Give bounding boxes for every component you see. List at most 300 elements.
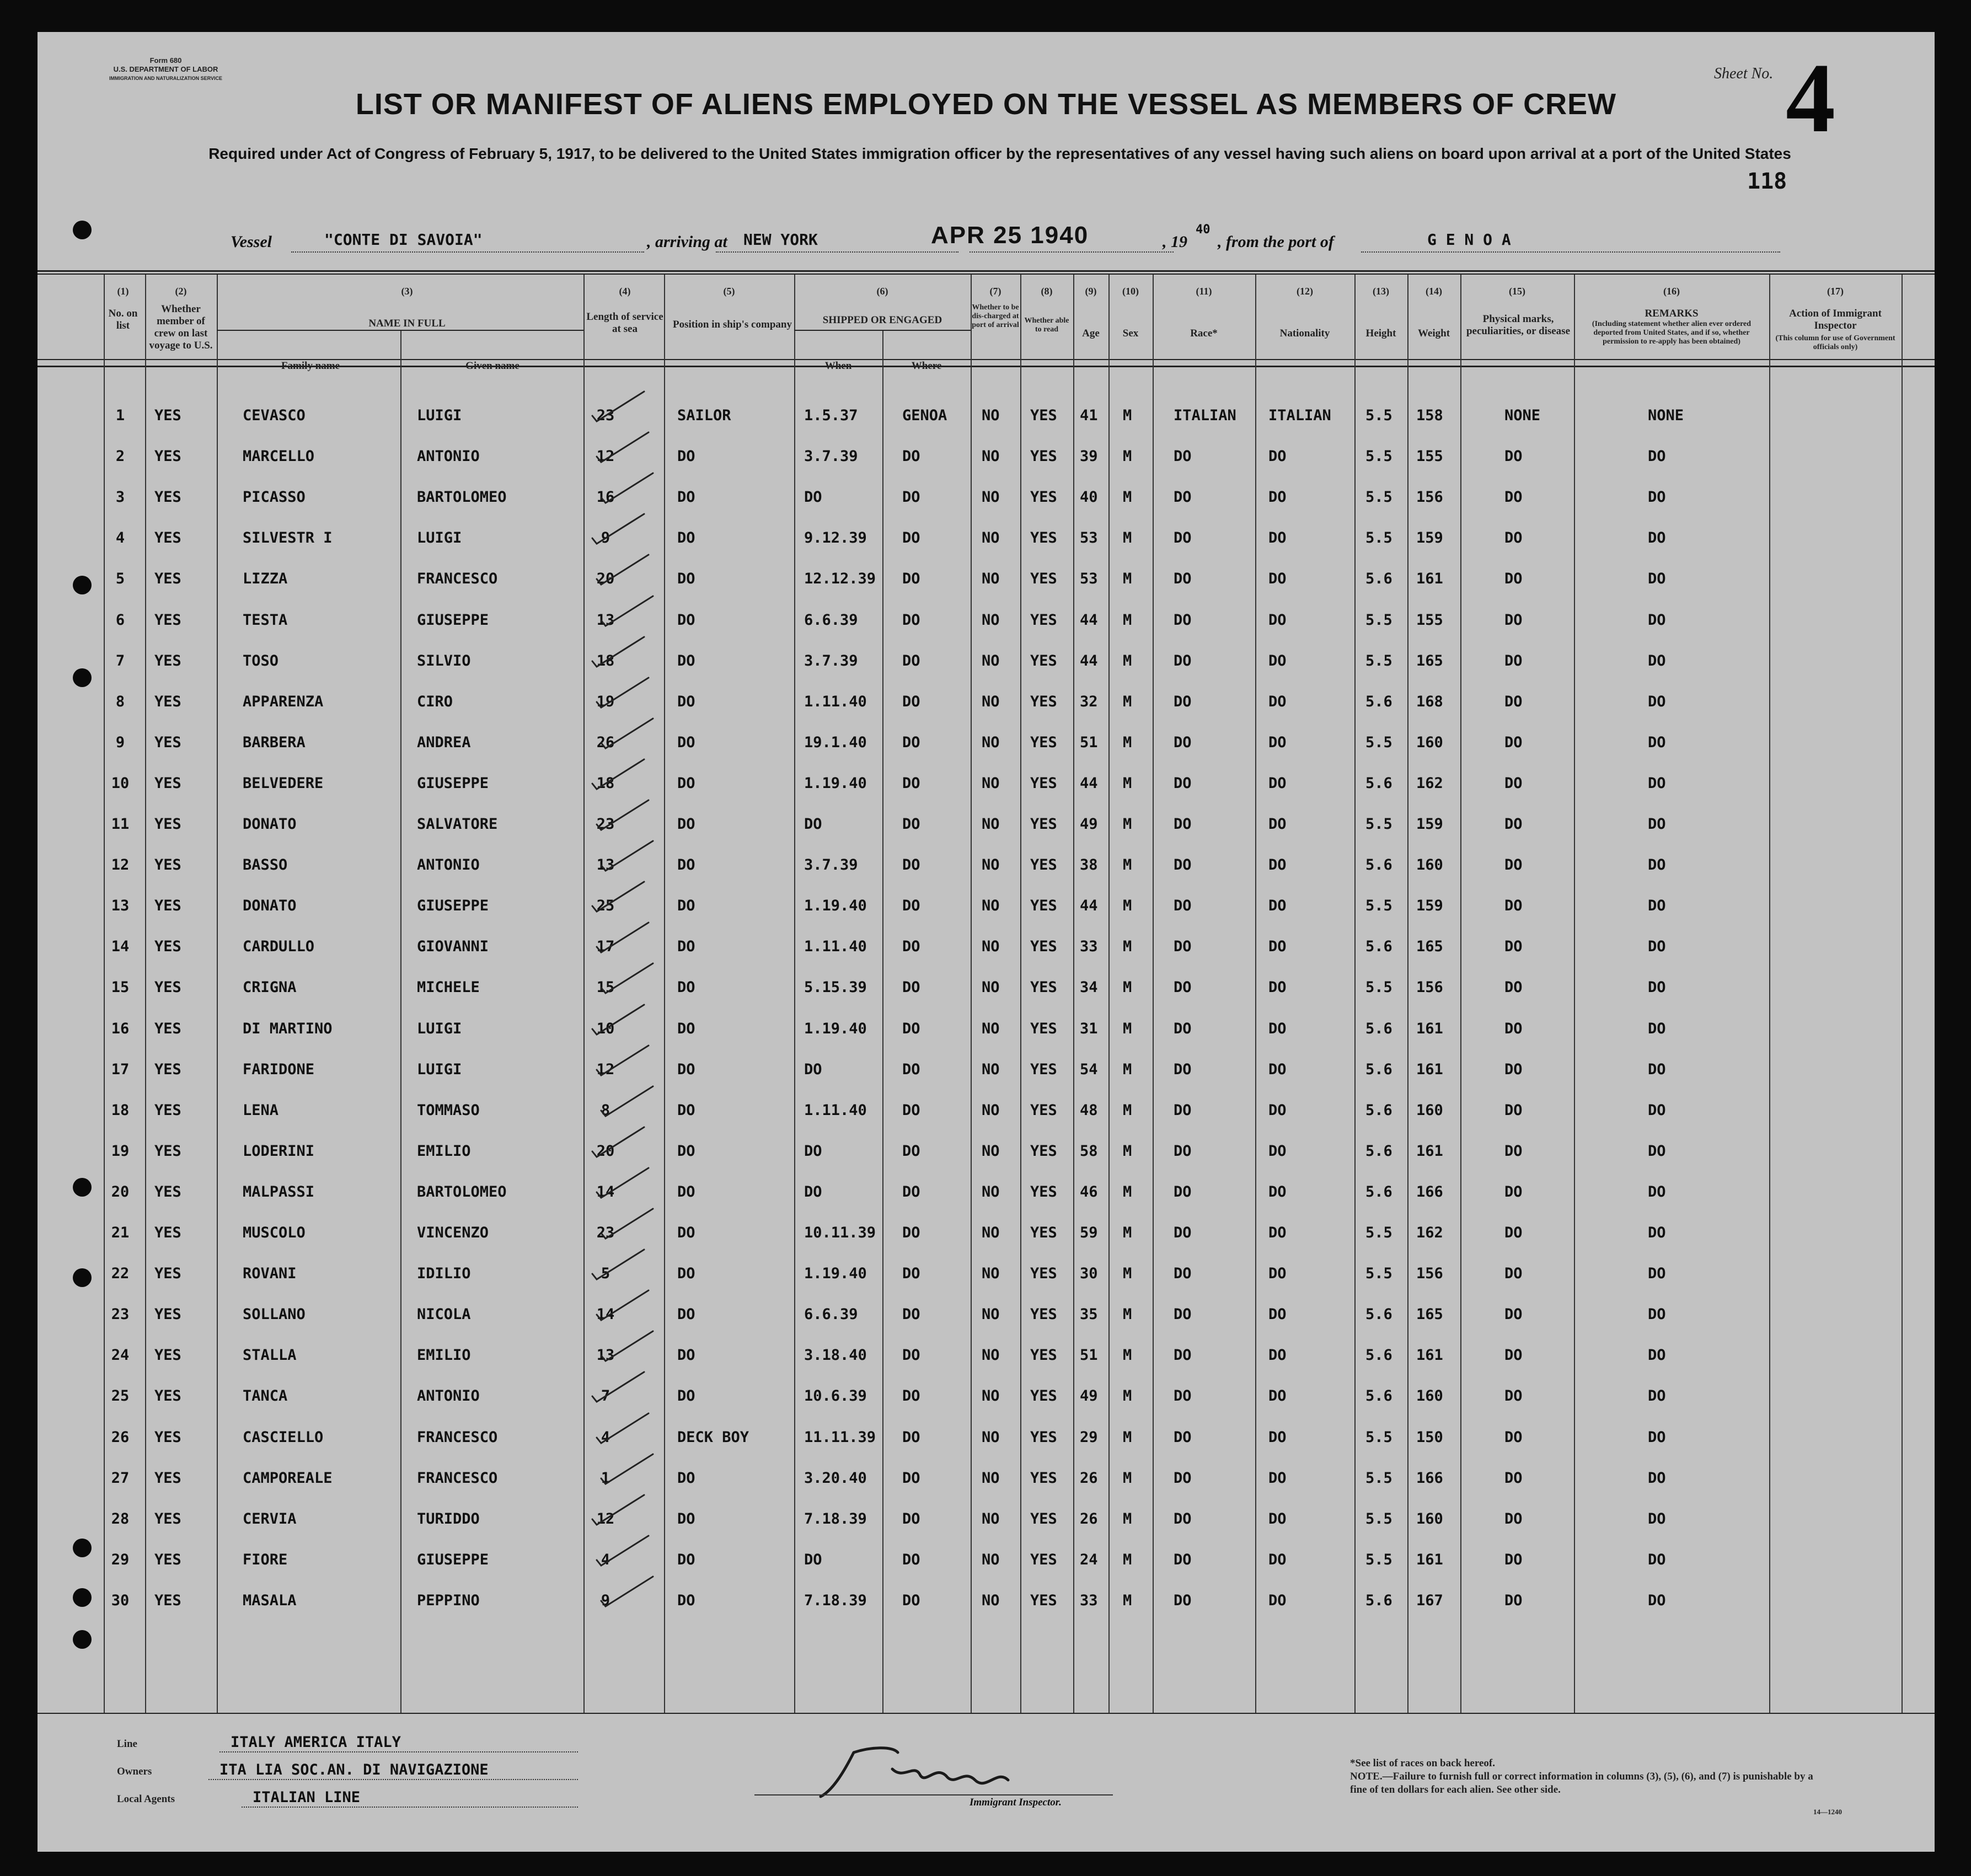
cell-marks: DO [1504,856,1523,873]
cell-no: 21 [111,1224,130,1241]
header-family-name: Family name [281,360,340,372]
cell-weight: 162 [1416,775,1443,792]
cell-no: 23 [111,1306,130,1323]
cell-race: DO [1174,489,1192,506]
inspector-signature-line [754,1794,1113,1795]
cell-where: DO [902,529,920,546]
column-rule [1153,275,1154,1713]
cell-nationality: DO [1268,1387,1287,1405]
cell-height: 5.5 [1365,979,1392,996]
cell-service: 23 [596,407,615,424]
cell-age: 33 [1080,938,1098,955]
cell-remarks: DO [1648,529,1666,546]
cell-prev: YES [154,1306,181,1323]
cell-family: MUSCOLO [243,1224,306,1241]
cell-where: DO [902,1306,920,1323]
penalty-note: NOTE.—Failure to furnish full or correct information in columns (3), (5), (6), and (7) is punishable by a fine of ten dollars for each alien. See other side. [1350,1771,1813,1795]
cell-marks: DO [1504,1020,1523,1037]
col-num-11: (11) [1196,286,1212,297]
cell-where: DO [902,1592,920,1609]
cell-read: YES [1030,1387,1057,1405]
cell-discharged: NO [982,1306,1000,1323]
cell-height: 5.5 [1365,816,1392,833]
cell-where: DO [902,734,920,751]
cell-service: 13 [596,612,615,629]
cell-weight: 155 [1416,448,1443,465]
cell-sex: M [1123,612,1132,629]
cell-where: DO [902,570,920,587]
cell-read: YES [1030,897,1057,914]
cell-nationality: DO [1268,1347,1287,1364]
cell-family: BASSO [243,856,288,873]
cell-sex: M [1123,1224,1132,1241]
cell-remarks: DO [1648,1592,1666,1609]
header-age: Age [1082,328,1100,339]
cell-given: NICOLA [417,1306,471,1323]
cell-remarks: DO [1648,1470,1666,1487]
cell-race: DO [1174,1387,1192,1405]
cell-discharged: NO [982,693,1000,710]
line-label: Line [117,1738,137,1750]
check-mark-icon [589,387,650,426]
binder-hole [73,576,92,594]
cell-marks: DO [1504,529,1523,546]
cell-discharged: NO [982,816,1000,833]
cell-nationality: DO [1268,734,1287,751]
column-rule [1460,275,1461,1713]
cell-where: GENOA [902,407,947,424]
header-inspector-sub: (This column for use of Government officials only) [1775,334,1895,351]
cell-when: DO [804,816,822,833]
cell-where: DO [902,1387,920,1405]
header-top-rule-2 [38,274,1935,275]
cell-service: 8 [601,1102,610,1119]
cell-marks: DO [1504,1347,1523,1364]
cell-family: LODERINI [243,1143,315,1160]
cell-sex: M [1123,1470,1132,1487]
cell-weight: 156 [1416,979,1443,996]
cell-when: DO [804,1061,822,1078]
cell-height: 5.6 [1365,570,1392,587]
cell-marks: DO [1504,1183,1523,1200]
check-mark-icon [593,1041,654,1080]
cell-when: 1.19.40 [804,1265,867,1282]
cell-weight: 161 [1416,1347,1443,1364]
check-mark-icon [589,633,650,671]
cell-remarks: DO [1648,979,1666,996]
cell-nationality: DO [1268,1061,1287,1078]
cell-when: 5.15.39 [804,979,867,996]
cell-sex: M [1123,816,1132,833]
cell-height: 5.5 [1365,1551,1392,1568]
cell-when: 1.19.40 [804,775,867,792]
cell-height: 5.5 [1365,1224,1392,1241]
cell-service: 16 [596,489,615,506]
cell-prev: YES [154,1551,181,1568]
cell-read: YES [1030,1510,1057,1527]
cell-given: TURIDDO [417,1510,480,1527]
cell-family: PICASSO [243,489,306,506]
cell-nationality: DO [1268,775,1287,792]
cell-weight: 156 [1416,489,1443,506]
header-no-on-list: No. on list [108,308,138,331]
cell-read: YES [1030,529,1057,546]
page-title: LIST OR MANIFEST OF ALIENS EMPLOYED ON THE VESSEL AS MEMBERS OF CREW [355,88,1617,121]
cell-nationality: DO [1268,816,1287,833]
cell-age: 44 [1080,652,1098,669]
header-physical-marks: Physical marks, peculiarities, or disease [1466,313,1571,337]
cell-nationality: DO [1268,938,1287,955]
form-code: 14—1240 [1813,1808,1842,1816]
cell-race: DO [1174,734,1192,751]
cell-remarks: DO [1648,897,1666,914]
cell-when: 6.6.39 [804,1306,858,1323]
cell-weight: 160 [1416,1510,1443,1527]
cell-service: 20 [596,570,615,587]
cell-sex: M [1123,856,1132,873]
vessel-underline [291,251,644,253]
binder-hole [73,1268,92,1287]
cell-no: 22 [111,1265,130,1282]
cell-nationality: DO [1268,1470,1287,1487]
cell-age: 51 [1080,1347,1098,1364]
cell-race: DO [1174,979,1192,996]
cell-race: DO [1174,897,1192,914]
cell-sex: M [1123,1347,1132,1364]
cell-family: STALLA [243,1347,297,1364]
cell-position: DO [677,1224,695,1241]
cell-remarks: DO [1648,1306,1666,1323]
cell-age: 51 [1080,734,1098,751]
cell-age: 49 [1080,816,1098,833]
cell-prev: YES [154,897,181,914]
cell-height: 5.5 [1365,652,1392,669]
cell-weight: 161 [1416,1061,1443,1078]
cell-nationality: DO [1268,1183,1287,1200]
cell-read: YES [1030,1265,1057,1282]
cell-sex: M [1123,734,1132,751]
cell-remarks: NONE [1648,407,1684,424]
cell-age: 38 [1080,856,1098,873]
column-rule [1073,275,1074,1713]
cell-sex: M [1123,1143,1132,1160]
cell-service: 20 [596,1143,615,1160]
cell-prev: YES [154,1020,181,1037]
cell-race: DO [1174,1429,1192,1446]
cell-sex: M [1123,693,1132,710]
cell-race: DO [1174,816,1192,833]
cell-age: 46 [1080,1183,1098,1200]
cell-marks: DO [1504,775,1523,792]
cell-no: 4 [115,529,125,546]
column-rule [1108,275,1110,1713]
cell-nationality: DO [1268,693,1287,710]
cell-position: DO [677,693,695,710]
cell-no: 29 [111,1551,130,1568]
cell-when: DO [804,1143,822,1160]
cell-remarks: DO [1648,1551,1666,1568]
cell-height: 5.5 [1365,489,1392,506]
cell-marks: DO [1504,1470,1523,1487]
cell-where: DO [902,856,920,873]
binder-hole [73,221,92,239]
cell-service: 12 [596,1061,615,1078]
cell-no: 2 [115,448,125,465]
check-mark-icon [593,1164,654,1202]
cell-where: DO [902,612,920,629]
cell-weight: 162 [1416,1224,1443,1241]
cell-nationality: DO [1268,856,1287,873]
cell-remarks: DO [1648,570,1666,587]
cell-remarks: DO [1648,1429,1666,1446]
cell-discharged: NO [982,1265,1000,1282]
cell-when: 1.11.40 [804,938,867,955]
check-mark-icon [598,714,658,753]
cell-where: DO [902,1265,920,1282]
serial-number: 118 [1747,169,1787,194]
vessel-name: "CONTE DI SAVOIA" [324,231,483,249]
cell-when: DO [804,1183,822,1200]
from-port: G E N O A [1427,231,1511,249]
cell-where: DO [902,1510,920,1527]
col-num-6: (6) [876,286,888,297]
cell-nationality: DO [1268,979,1287,996]
cell-prev: YES [154,979,181,996]
cell-height: 5.6 [1365,1183,1392,1200]
check-mark-icon [593,428,654,467]
cell-prev: YES [154,1224,181,1241]
cell-age: 48 [1080,1102,1098,1119]
form-number: Form 680 [149,56,182,65]
cell-family: DONATO [243,816,297,833]
cell-read: YES [1030,938,1057,955]
cell-given: LUIGI [417,529,462,546]
cell-prev: YES [154,1102,181,1119]
check-mark-icon [593,1286,654,1325]
cell-discharged: NO [982,652,1000,669]
cell-weight: 167 [1416,1592,1443,1609]
cell-when: 3.20.40 [804,1470,867,1487]
cell-read: YES [1030,693,1057,710]
cell-marks: DO [1504,570,1523,587]
cell-marks: DO [1504,652,1523,669]
cell-given: BARTOLOMEO [417,489,507,506]
check-mark-icon [589,1000,650,1039]
cell-height: 5.5 [1365,1265,1392,1282]
cell-position: DO [677,979,695,996]
cell-remarks: DO [1648,734,1666,751]
cell-weight: 160 [1416,856,1443,873]
cell-read: YES [1030,1347,1057,1364]
cell-remarks: DO [1648,1183,1666,1200]
cell-weight: 165 [1416,938,1443,955]
cell-read: YES [1030,652,1057,669]
cell-marks: DO [1504,612,1523,629]
cell-when: DO [804,489,822,506]
cell-position: DO [677,489,695,506]
cell-discharged: NO [982,1592,1000,1609]
check-mark-icon [593,1531,654,1570]
cell-prev: YES [154,1429,181,1446]
cell-service: 4 [601,1429,610,1446]
cell-position: DO [677,897,695,914]
cell-given: VINCENZO [417,1224,489,1241]
cell-no: 30 [111,1592,130,1609]
check-mark-icon [598,469,658,507]
cell-service: 14 [596,1183,615,1200]
cell-service: 26 [596,734,615,751]
cell-family: LENA [243,1102,279,1119]
cell-height: 5.6 [1365,775,1392,792]
cell-family: CRIGNA [243,979,297,996]
cell-service: 18 [596,775,615,792]
cell-discharged: NO [982,1347,1000,1364]
cell-weight: 160 [1416,1102,1443,1119]
cell-where: DO [902,979,920,996]
check-mark-icon [598,1327,658,1365]
cell-read: YES [1030,1224,1057,1241]
cell-nationality: DO [1268,897,1287,914]
cell-height: 5.5 [1365,1510,1392,1527]
cell-prev: YES [154,938,181,955]
cell-no: 5 [115,570,125,587]
cell-marks: DO [1504,1510,1523,1527]
cell-race: DO [1174,1592,1192,1609]
cell-race: DO [1174,1347,1192,1364]
cell-weight: 161 [1416,1020,1443,1037]
cell-height: 5.6 [1365,1061,1392,1078]
cell-where: DO [902,1551,920,1568]
cell-age: 32 [1080,693,1098,710]
binder-hole [73,1630,92,1649]
cell-discharged: NO [982,612,1000,629]
cell-weight: 159 [1416,816,1443,833]
cell-when: 19.1.40 [804,734,867,751]
cell-where: DO [902,1470,920,1487]
check-mark-icon [589,1123,650,1161]
cell-remarks: DO [1648,1143,1666,1160]
cell-where: DO [902,489,920,506]
cell-given: ANTONIO [417,448,480,465]
cell-when: 11.11.39 [804,1429,876,1446]
check-mark-icon [598,1082,658,1121]
cell-sex: M [1123,652,1132,669]
cell-given: PEPPINO [417,1592,480,1609]
cell-weight: 168 [1416,693,1443,710]
cell-position: SAILOR [677,407,731,424]
cell-marks: DO [1504,489,1523,506]
cell-race: DO [1174,1061,1192,1078]
cell-marks: DO [1504,693,1523,710]
cell-when: 7.18.39 [804,1510,867,1527]
cell-read: YES [1030,1102,1057,1119]
cell-sex: M [1123,938,1132,955]
cell-where: DO [902,1224,920,1241]
page-subtitle: Required under Act of Congress of February 5, 1917, to be delivered to the United States immigration officer by the representatives of any vessel having such aliens on board upon arrival at a port of the United States [208,145,1791,162]
cell-family: LIZZA [243,570,288,587]
cell-no: 8 [115,693,125,710]
column-rule [882,330,883,1713]
cell-nationality: DO [1268,1551,1287,1568]
cell-height: 5.5 [1365,612,1392,629]
cell-remarks: DO [1648,816,1666,833]
sheet-number: 4 [1786,43,1835,153]
cell-read: YES [1030,1551,1057,1568]
column-rule [104,275,105,1713]
cell-discharged: NO [982,979,1000,996]
cell-discharged: NO [982,407,1000,424]
cell-service: 10 [596,1020,615,1037]
header-prev-voyage: Whether member of crew on last voyage to U.S. [149,303,213,351]
cell-prev: YES [154,1510,181,1527]
cell-race: DO [1174,448,1192,465]
cell-prev: YES [154,1265,181,1282]
cell-remarks: DO [1648,1387,1666,1405]
cell-nationality: DO [1268,1143,1287,1160]
check-mark-icon [598,592,658,630]
cell-age: 53 [1080,529,1098,546]
cell-family: SILVESTR I [243,529,333,546]
cell-read: YES [1030,816,1057,833]
check-mark-icon [589,1245,650,1284]
header-length-of-service: Length of service at sea [586,311,663,335]
col-num-17: (17) [1827,286,1844,297]
cell-age: 26 [1080,1470,1098,1487]
cell-discharged: NO [982,448,1000,465]
cell-read: YES [1030,1020,1057,1037]
cell-marks: DO [1504,1551,1523,1568]
cell-when: DO [804,1551,822,1568]
cell-service: 23 [596,816,615,833]
cell-family: DONATO [243,897,297,914]
arriving-label: , arriving at [647,233,727,251]
cell-family: CARDULLO [243,938,315,955]
cell-prev: YES [154,1143,181,1160]
header-position: Position in ship's company [673,319,792,330]
cell-marks: DO [1504,979,1523,996]
cell-given: EMILIO [417,1143,471,1160]
header-sex: Sex [1122,328,1139,339]
cell-nationality: DO [1268,448,1287,465]
cell-marks: DO [1504,1224,1523,1241]
cell-remarks: DO [1648,1020,1666,1037]
cell-where: DO [902,897,920,914]
year-prefix: , 19 [1163,233,1187,251]
cell-when: 3.7.39 [804,652,858,669]
cell-service: 12 [596,448,615,465]
cell-service: 25 [596,897,615,914]
cell-sex: M [1123,1551,1132,1568]
cell-position: DO [677,1143,695,1160]
cell-weight: 160 [1416,734,1443,751]
arriving-port: NEW YORK [743,231,818,249]
cell-race: DO [1174,856,1192,873]
cell-read: YES [1030,1306,1057,1323]
column-rule [1255,275,1256,1713]
from-port-underline [1361,251,1780,253]
cell-race: ITALIAN [1174,407,1236,424]
cell-family: APPARENZA [243,693,324,710]
cell-height: 5.5 [1365,529,1392,546]
cell-weight: 160 [1416,1387,1443,1405]
cell-given: MICHELE [417,979,480,996]
check-mark-icon [593,796,654,834]
cell-position: DO [677,734,695,751]
cell-given: ANTONIO [417,1387,480,1405]
cell-marks: DO [1504,1102,1523,1119]
cell-weight: 161 [1416,1551,1443,1568]
check-mark-icon [598,837,658,875]
